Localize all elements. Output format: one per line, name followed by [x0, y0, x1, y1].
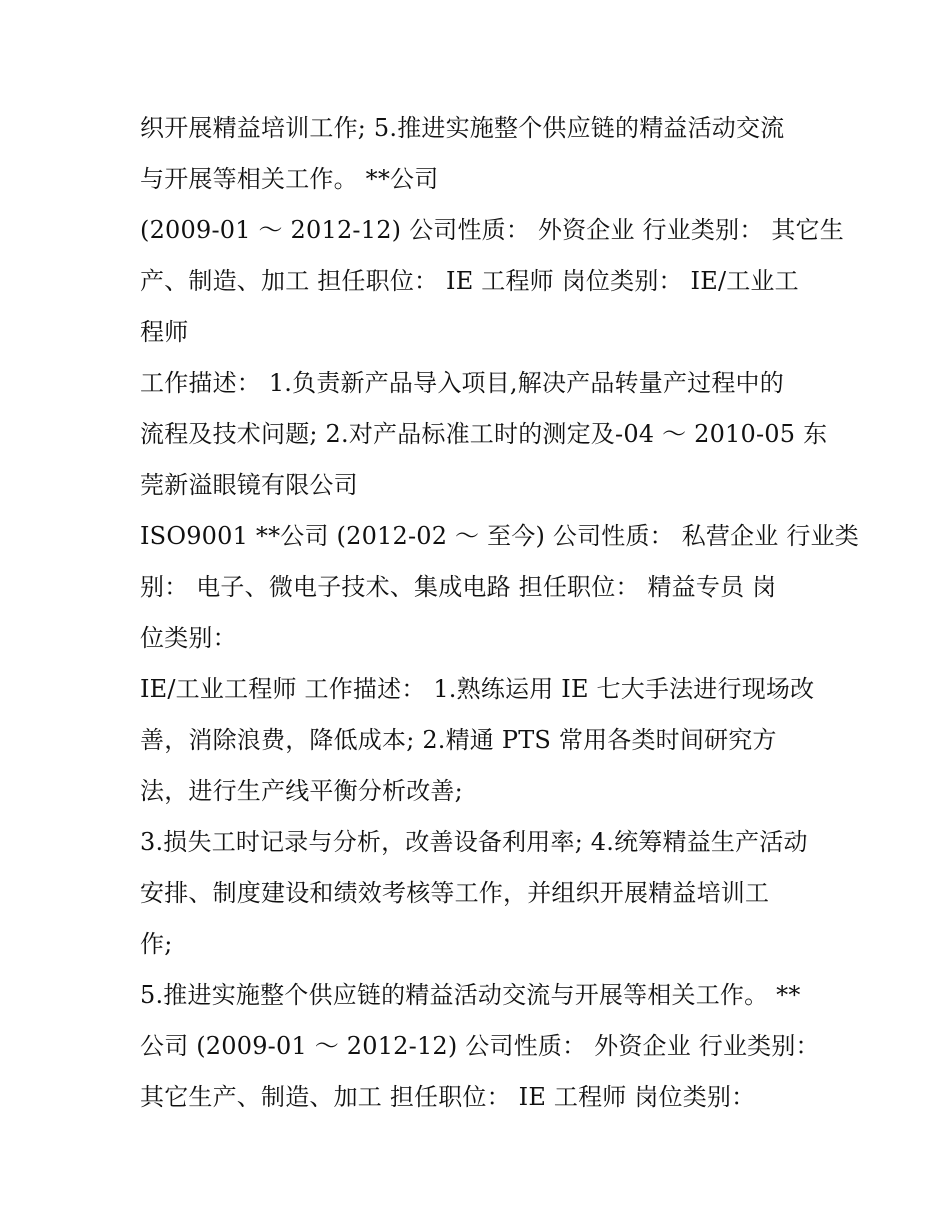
text-line: ISO9001 **公司 (2012-02 ～ 至今) 公司性质： 私营企业 行业类 [140, 522, 859, 550]
text-line: 3.损失工时记录与分析，改善设备利用率; 4.统筹精益生产活动 [140, 828, 808, 856]
text-line: (2009-01 ～ 2012-12) 公司性质： 外资企业 行业类别： 其它生 [140, 216, 844, 244]
text-line: 别： 电子、微电子技术、集成电路 担任职位： 精益专员 岗 [140, 573, 777, 601]
text-line: 产、制造、加工 担任职位： IE 工程师 岗位类别： IE/工业工 [140, 267, 799, 295]
text-line: 流程及技术问题; 2.对产品标准工时的测定及-04 ～ 2010-05 东 [140, 420, 828, 448]
text-line: 工作描述： 1.负责新产品导入项目,解决产品转量产过程中的 [140, 369, 784, 397]
text-line: 善，消除浪费，降低成本; 2.精通 PTS 常用各类时间研究方 [140, 726, 777, 754]
text-line: 作; [140, 930, 173, 958]
text-line: 法，进行生产线平衡分析改善; [140, 777, 463, 805]
text-line: 5.推进实施整个供应链的精益活动交流与开展等相关工作。 ** [140, 981, 801, 1009]
text-line: IE/工业工程师 工作描述： 1.熟练运用 IE 七大手法进行现场改 [140, 675, 815, 703]
text-line: 位类别： [140, 624, 237, 652]
document-body [140, 103, 859, 1123]
text-line: 公司 (2009-01 ～ 2012-12) 公司性质： 外资企业 行业类别： [140, 1032, 820, 1060]
text-line: 织开展精益培训工作; 5.推进实施整个供应链的精益活动交流 [140, 114, 785, 142]
text-line: 程师 [140, 318, 189, 346]
text-line: 莞新溢眼镜有限公司 [140, 471, 358, 499]
text-line: 安排、制度建设和绩效考核等工作，并组织开展精益培训工 [140, 879, 770, 907]
text-line: 其它生产、制造、加工 担任职位： IE 工程师 岗位类别： [140, 1083, 756, 1111]
text-line: 与开展等相关工作。 **公司 [140, 165, 439, 193]
